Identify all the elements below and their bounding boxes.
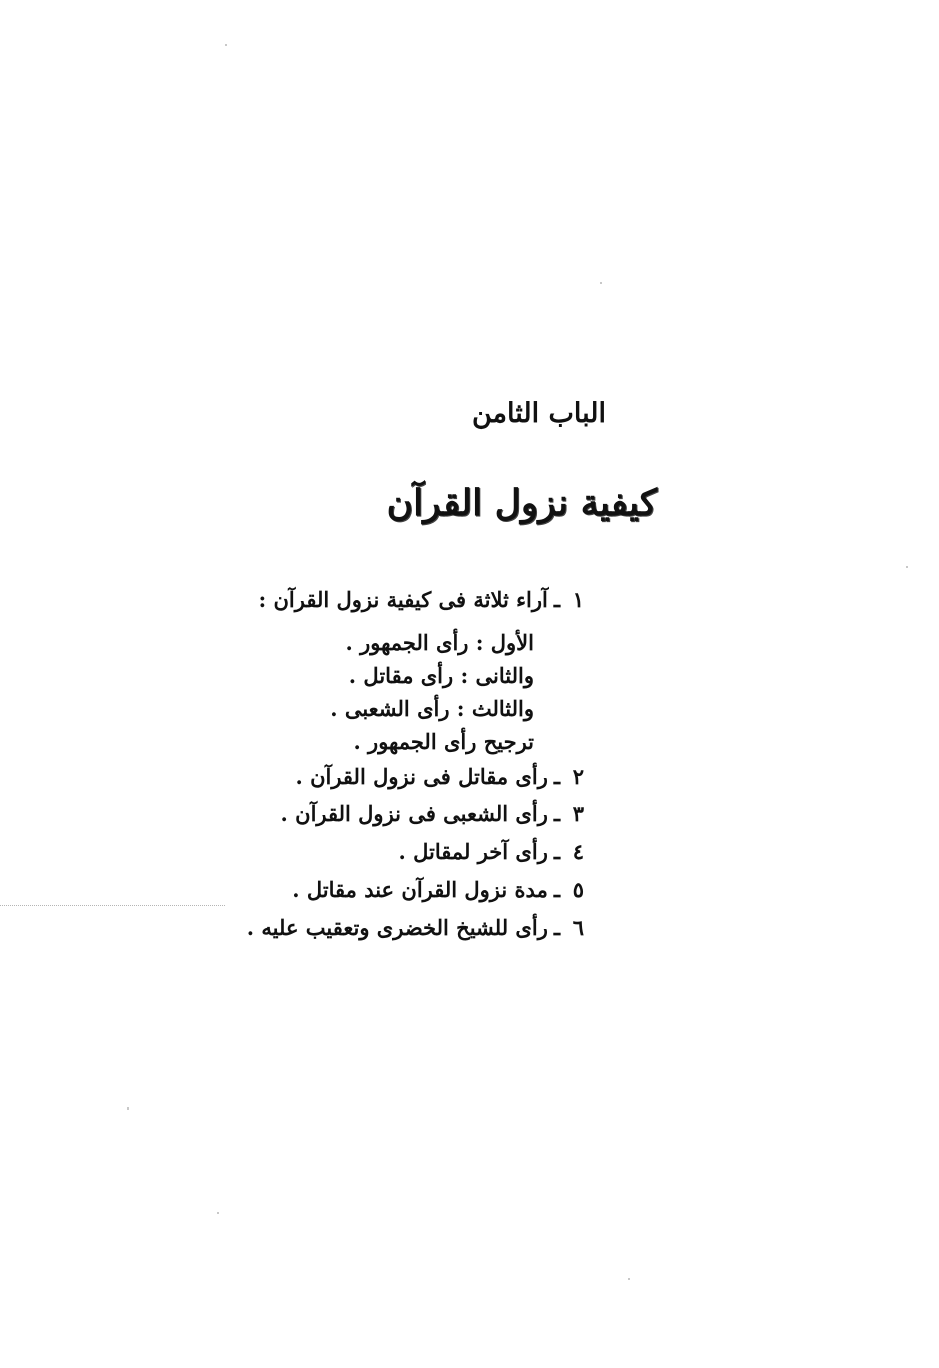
chapter-title: كيفية نزول القرآن [386,482,657,524]
toc-item-number: ١ [572,587,584,612]
toc-item-5 [292,877,584,902]
toc-subitem-first-view: الأول : رأى الجمهور . [345,630,534,655]
toc-item-dash: ـ [553,839,560,864]
toc-item-dash: ـ [553,915,560,940]
toc-item-2 [295,764,584,789]
scan-speck [217,1212,219,1214]
toc-item-text: رأى الشعبى فى نزول القرآن . [280,801,548,826]
scan-speck [628,1278,630,1280]
toc-item-number: ٥ [572,877,584,902]
scan-speck [127,1107,129,1110]
toc-item-3 [281,801,584,826]
toc-item-dash: ـ [553,877,560,902]
scan-speck [906,566,908,568]
toc-item-dash: ـ [553,801,560,826]
toc-item-4 [398,839,584,864]
chapter-number-heading: الباب الثامن [471,398,606,429]
scan-artifact-line [0,905,225,907]
toc-item-text: رأى آخر لمقاتل . [398,839,548,864]
toc-item-number: ٤ [572,839,584,864]
toc-item-text: رأى مقاتل فى نزول القرآن . [295,764,548,789]
toc-item-1 [258,587,584,612]
scan-speck [225,44,227,46]
toc-item-text: مدة نزول القرآن عند مقاتل . [292,877,548,902]
toc-item-dash: ـ [553,764,560,789]
toc-subitem-third-view: والثالث : رأى الشعبى . [330,696,534,721]
toc-item-number: ٢ [572,764,584,789]
toc-item-text: رأى للشيخ الخضرى وتعقيب عليه . [246,915,548,940]
toc-item-number: ٦ [572,915,584,940]
toc-subitem-preference: ترجيح رأى الجمهور . [353,729,534,754]
scan-speck [600,282,602,284]
toc-item-number: ٣ [572,801,584,826]
toc-item-6 [247,915,584,940]
toc-subitem-second-view: والثانى : رأى مقاتل . [348,663,534,688]
toc-item-dash: ـ [553,587,560,612]
toc-item-text: آراء ثلاثة فى كيفية نزول القرآن : [258,587,548,612]
